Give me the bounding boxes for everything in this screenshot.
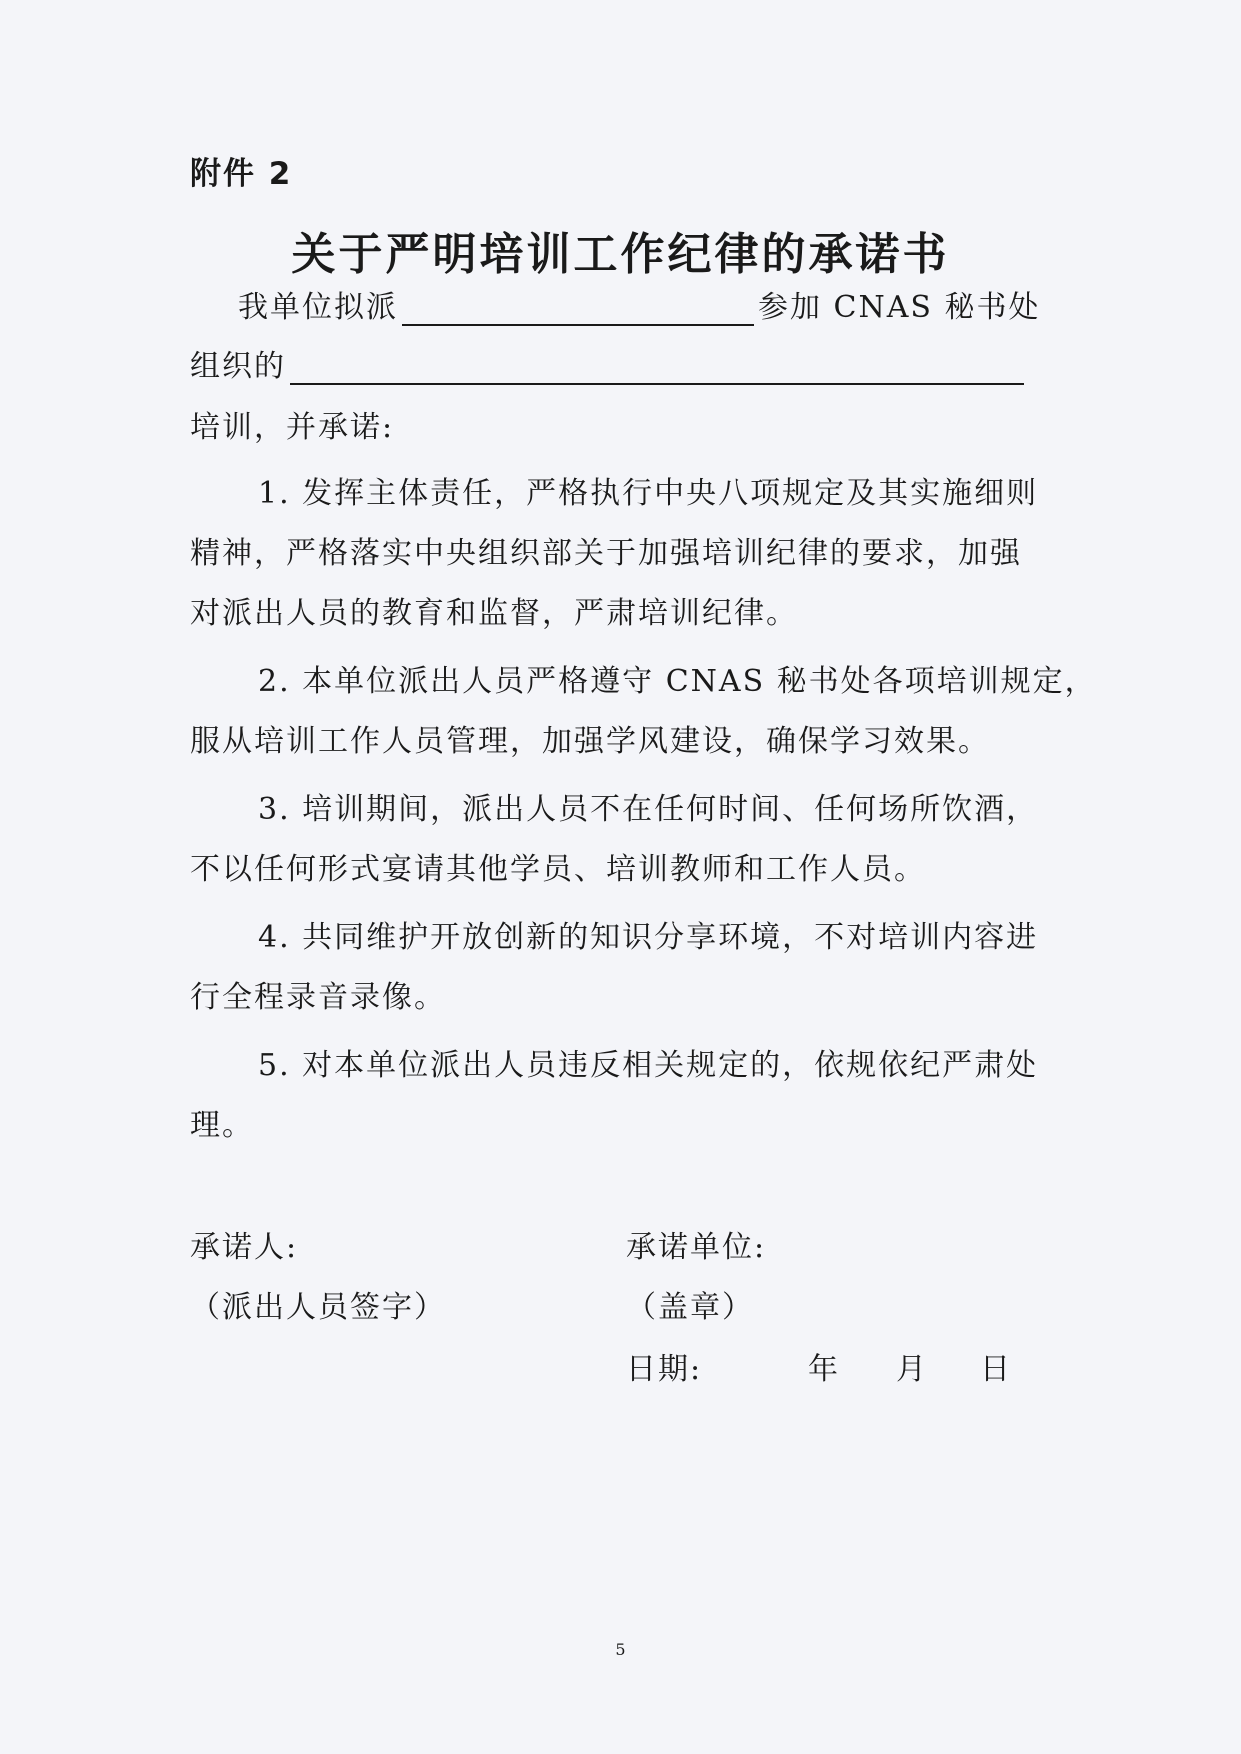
intro-line-2 — [190, 341, 1028, 385]
training-name-blank[interactable] — [290, 353, 1024, 385]
date-day: 日 — [980, 1352, 1012, 1387]
dispatch-person-blank[interactable] — [402, 294, 754, 326]
unit-label: 承诺单位: — [626, 1230, 767, 1265]
item-4-line-1: 4. 共同维护开放创新的知识分享环境，不对培训内容进 — [258, 920, 1039, 955]
date-label: 日期: — [626, 1352, 703, 1387]
item-5-line-2: 理。 — [190, 1108, 254, 1143]
intro-text-2: 参加 CNAS 秘书处 — [758, 290, 1041, 325]
intro-line-1 — [238, 282, 1041, 326]
item-4-line-2: 行全程录音录像。 — [190, 980, 446, 1015]
date-year: 年 — [808, 1352, 840, 1387]
date-month: 月 — [896, 1352, 928, 1387]
item-2-line-2: 服从培训工作人员管理，加强学风建设，确保学习效果。 — [190, 724, 990, 759]
page-number: 5 — [615, 1640, 626, 1659]
unit-seal-note: （盖章） — [626, 1290, 754, 1325]
item-1-line-1: 1. 发挥主体责任，严格执行中央八项规定及其实施细则 — [258, 476, 1039, 511]
intro-text-1: 我单位拟派 — [238, 290, 398, 325]
item-1-line-3: 对派出人员的教育和监督，严肃培训纪律。 — [190, 596, 798, 631]
item-2-line-1: 2. 本单位派出人员严格遵守 CNAS 秘书处各项培训规定， — [258, 664, 1097, 699]
intro-text-3: 组织的 — [190, 349, 286, 384]
item-1-line-2: 精神，严格落实中央组织部关于加强培训纪律的要求，加强 — [190, 536, 1022, 571]
item-3-line-2: 不以任何形式宴请其他学员、培训教师和工作人员。 — [190, 852, 926, 887]
document-title: 关于严明培训工作纪律的承诺书 — [291, 229, 950, 280]
item-5-line-1: 5. 对本单位派出人员违反相关规定的，依规依纪严肃处 — [258, 1048, 1039, 1083]
item-3-line-1: 3. 培训期间，派出人员不在任何时间、任何场所饮酒， — [258, 792, 1039, 827]
promisor-signature-note: （派出人员签字） — [190, 1290, 446, 1325]
attachment-label: 附件 2 — [190, 156, 293, 192]
promisor-label: 承诺人: — [190, 1230, 299, 1265]
intro-line-3: 培训，并承诺: — [190, 410, 395, 445]
